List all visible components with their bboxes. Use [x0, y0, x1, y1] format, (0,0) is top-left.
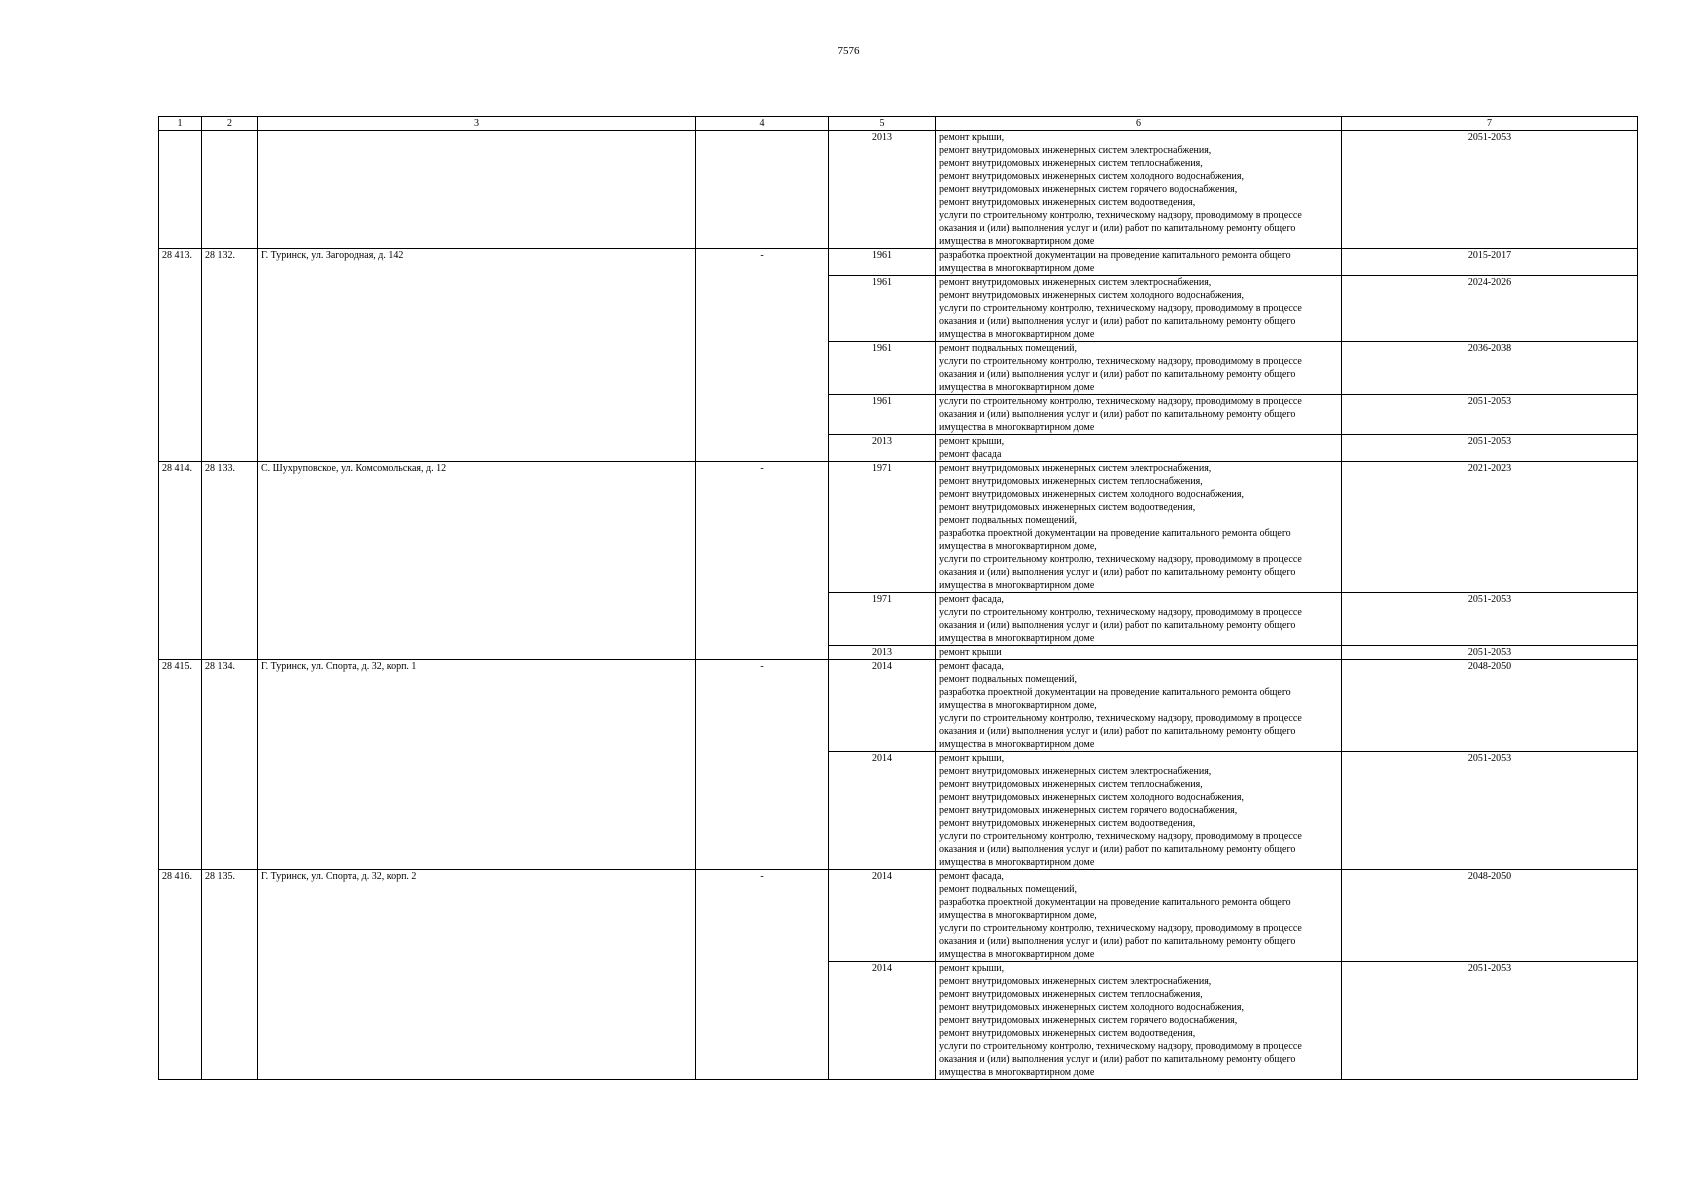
works-cell: ремонт крыши, ремонт фасада — [936, 435, 1342, 462]
period-cell: 2024-2026 — [1342, 276, 1638, 342]
period-cell: 2051-2053 — [1342, 131, 1638, 249]
year-cell: 1961 — [829, 249, 936, 276]
year-cell: 1961 — [829, 276, 936, 342]
period-cell: 2051-2053 — [1342, 962, 1638, 1080]
address-cell: Г. Туринск, ул. Спорта, д. 32, корп. 2 — [258, 870, 696, 1080]
works-cell: ремонт фасада, ремонт подвальных помещений, разработка проектной документации на проведение капитального ремонта общего имущества в многоквартирном доме, услуги по строительному контролю, техническому надзору, проводимому в процессе оказания и (или) выполнения услуг и (или) работ по капитальному ремонту общего имущества в многоквартирном доме — [936, 660, 1342, 752]
period-cell: 2021-2023 — [1342, 462, 1638, 593]
table-row — [159, 660, 1638, 752]
address-cell: Г. Туринск, ул. Загородная, д. 142 — [258, 249, 696, 462]
works-cell: ремонт крыши, ремонт внутридомовых инженерных систем электроснабжения, ремонт внутридомовых инженерных систем теплоснабжения, ремонт внутридомовых инженерных систем холодного водоснабжения, ремонт внутридомовых инженерных систем горячего водоснабжения, ремонт внутридомовых инженерных систем водоотведения, услуги по строительному контролю, техническому надзору, проводимому в процессе оказания и (или) выполнения услуг и (или) работ по капитальному ремонту общего имущества в многоквартирном доме — [936, 752, 1342, 870]
works-cell: ремонт фасада, услуги по строительному контролю, техническому надзору, проводимому в процессе оказания и (или) выполнения услуг и (или) работ по капитальному ремонту общего имущества в многоквартирном доме — [936, 593, 1342, 646]
year-cell: 2013 — [829, 646, 936, 660]
table-row — [159, 131, 1638, 249]
register-number-cell: 28 133. — [202, 462, 258, 660]
works-cell: разработка проектной документации на проведение капитального ремонта общего имущества в многоквартирном доме — [936, 249, 1342, 276]
column-header-4: 4 — [696, 117, 829, 131]
column-header-2: 2 — [202, 117, 258, 131]
placeholder-cell — [696, 131, 829, 249]
works-cell: ремонт крыши, ремонт внутридомовых инженерных систем электроснабжения, ремонт внутридомовых инженерных систем теплоснабжения, ремонт внутридомовых инженерных систем холодного водоснабжения, ремонт внутридомовых инженерных систем горячего водоснабжения, ремонт внутридомовых инженерных систем водоотведения, услуги по строительному контролю, техническому надзору, проводимому в процессе оказания и (или) выполнения услуг и (или) работ по капитальному ремонту общего имущества в многоквартирном доме — [936, 131, 1342, 249]
house-number-cell: 28 414. — [159, 462, 202, 660]
period-cell: 2051-2053 — [1342, 752, 1638, 870]
table-body — [159, 131, 1638, 1080]
house-number-cell — [159, 131, 202, 249]
table-row — [159, 462, 1638, 593]
table-row — [159, 870, 1638, 962]
address-cell: С. Шухруповское, ул. Комсомольская, д. 12 — [258, 462, 696, 660]
address-cell — [258, 131, 696, 249]
year-cell: 2014 — [829, 752, 936, 870]
placeholder-cell: - — [696, 249, 829, 462]
year-cell: 2014 — [829, 962, 936, 1080]
column-header-6: 6 — [936, 117, 1342, 131]
year-cell: 2013 — [829, 435, 936, 462]
placeholder-cell: - — [696, 870, 829, 1080]
period-cell: 2051-2053 — [1342, 593, 1638, 646]
address-cell: Г. Туринск, ул. Спорта, д. 32, корп. 1 — [258, 660, 696, 870]
period-cell: 2048-2050 — [1342, 660, 1638, 752]
year-cell: 1971 — [829, 462, 936, 593]
period-cell: 2048-2050 — [1342, 870, 1638, 962]
placeholder-cell: - — [696, 462, 829, 660]
year-cell: 1961 — [829, 342, 936, 395]
works-cell: ремонт внутридомовых инженерных систем электроснабжения, ремонт внутридомовых инженерных систем теплоснабжения, ремонт внутридомовых инженерных систем холодного водоснабжения, ремонт внутридомовых инженерных систем водоотведения, ремонт подвальных помещений, разработка проектной документации на проведение капитального ремонта общего имущества в многоквартирном доме, услуги по строительному контролю, техническому надзору, проводимому в процессе оказания и (или) выполнения услуг и (или) работ по капитальному ремонту общего имущества в многоквартирном доме — [936, 462, 1342, 593]
works-cell: ремонт подвальных помещений, услуги по строительному контролю, техническому надзору, проводимому в процессе оказания и (или) выполнения услуг и (или) работ по капитальному ремонту общего имущества в многоквартирном доме — [936, 342, 1342, 395]
works-cell: ремонт крыши, ремонт внутридомовых инженерных систем электроснабжения, ремонт внутридомовых инженерных систем теплоснабжения, ремонт внутридомовых инженерных систем холодного водоснабжения, ремонт внутридомовых инженерных систем горячего водоснабжения, ремонт внутридомовых инженерных систем водоотведения, услуги по строительному контролю, техническому надзору, проводимому в процессе оказания и (или) выполнения услуг и (или) работ по капитальному ремонту общего имущества в многоквартирном доме — [936, 962, 1342, 1080]
works-cell: ремонт фасада, ремонт подвальных помещений, разработка проектной документации на проведение капитального ремонта общего имущества в многоквартирном доме, услуги по строительному контролю, техническому надзору, проводимому в процессе оказания и (или) выполнения услуг и (или) работ по капитальному ремонту общего имущества в многоквартирном доме — [936, 870, 1342, 962]
period-cell: 2051-2053 — [1342, 435, 1638, 462]
capital-repair-table — [158, 116, 1638, 1080]
year-cell: 2013 — [829, 131, 936, 249]
house-number-cell: 28 413. — [159, 249, 202, 462]
table-row — [159, 249, 1638, 276]
house-number-cell: 28 416. — [159, 870, 202, 1080]
column-number-row — [159, 117, 1638, 131]
year-cell: 2014 — [829, 870, 936, 962]
column-header-1: 1 — [159, 117, 202, 131]
house-number-cell: 28 415. — [159, 660, 202, 870]
works-cell: ремонт крыши — [936, 646, 1342, 660]
register-number-cell: 28 134. — [202, 660, 258, 870]
column-header-5: 5 — [829, 117, 936, 131]
period-cell: 2015-2017 — [1342, 249, 1638, 276]
page-number: 7576 — [837, 45, 860, 57]
period-cell: 2051-2053 — [1342, 395, 1638, 435]
register-number-cell: 28 132. — [202, 249, 258, 462]
works-cell: услуги по строительному контролю, техническому надзору, проводимому в процессе оказания и (или) выполнения услуг и (или) работ по капитальному ремонту общего имущества в многоквартирном доме — [936, 395, 1342, 435]
year-cell: 1961 — [829, 395, 936, 435]
placeholder-cell: - — [696, 660, 829, 870]
column-header-7: 7 — [1342, 117, 1638, 131]
column-header-3: 3 — [258, 117, 696, 131]
year-cell: 2014 — [829, 660, 936, 752]
period-cell: 2036-2038 — [1342, 342, 1638, 395]
register-number-cell — [202, 131, 258, 249]
works-cell: ремонт внутридомовых инженерных систем электроснабжения, ремонт внутридомовых инженерных систем холодного водоснабжения, услуги по строительному контролю, техническому надзору, проводимому в процессе оказания и (или) выполнения услуг и (или) работ по капитальному ремонту общего имущества в многоквартирном доме — [936, 276, 1342, 342]
document-table-wrapper — [158, 116, 1637, 1080]
register-number-cell: 28 135. — [202, 870, 258, 1080]
period-cell: 2051-2053 — [1342, 646, 1638, 660]
year-cell: 1971 — [829, 593, 936, 646]
